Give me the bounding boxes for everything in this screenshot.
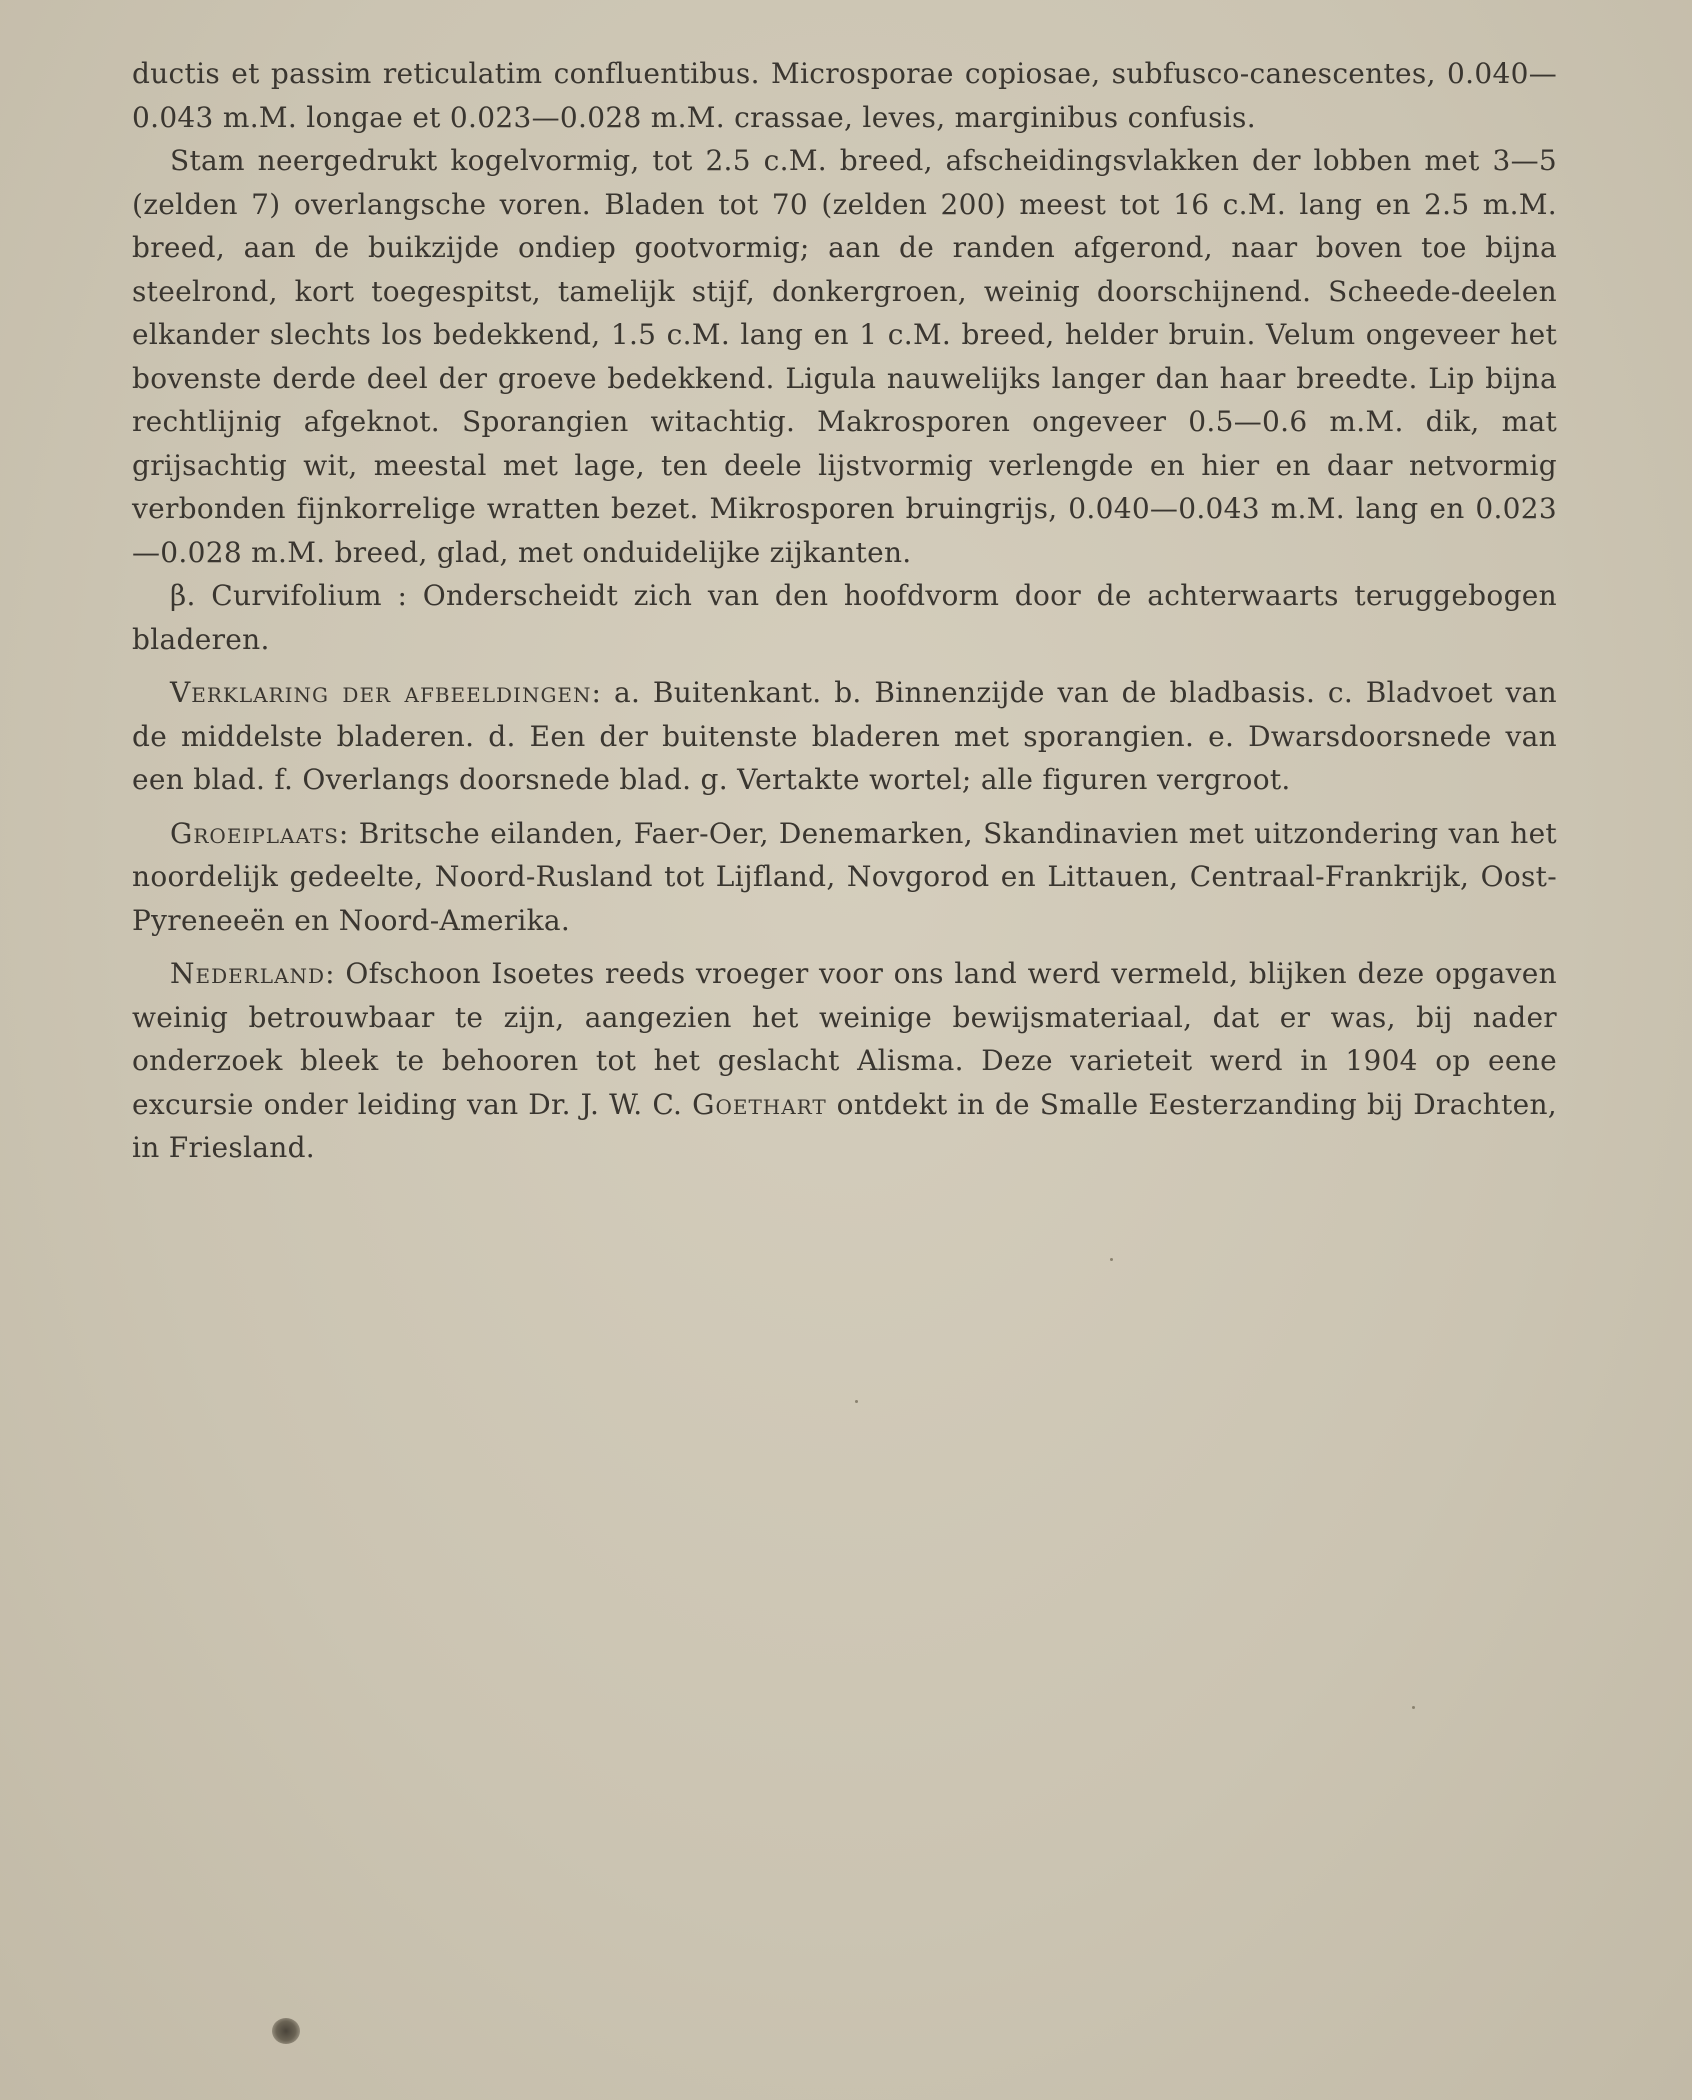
paragraph-curvifolium: β. Curvifolium : Onderscheidt zich van den hoofdvorm door de achterwaarts teruggebogen bladeren. <box>132 579 1557 656</box>
netherlands-text-b: ontdekt in de Smalle Eesterzanding bij Drachten, in Friesland. <box>132 1087 1557 1164</box>
ink-blot <box>272 2018 300 2044</box>
figure-explanation-label: Verklaring der afbeeldingen <box>170 676 592 709</box>
figure-explanation-text: : a. Buitenkant. b. Binnenzijde van de bladbasis. c. Bladvoet van de middelste bladeren. d. Een der buitenste bladeren met sporangien. e. Dwarsdoorsnede van een blad. f. Overlangs doorsnede blad. g. Vertakte wortel; alle figuren vergroot. <box>132 676 1557 796</box>
paragraph-figure-explanation <box>132 671 1557 802</box>
person-name: Goethart <box>692 1087 827 1121</box>
paragraph-netherlands <box>132 952 1557 1170</box>
paper-speck <box>1412 1706 1415 1709</box>
paper-speck <box>855 1400 858 1403</box>
distribution-text: : Britsche eilanden, Faer-Oer, Denemarken, Skandinavien met uitzondering van het noordelijk gedeelte, Noord-Rusland tot Lijfland, Novgorod en Littauen, Centraal-Frankrijk, Oost-Pyreneeën en Noord-Amerika. <box>132 816 1557 937</box>
paragraph-latin-continuation: ductis et passim reticulatim confluentibus. Microsporae copiosae, subfusco-canescentes, 0.040—0.043 m.M. longae et 0.023—0.028 m.M. crassae, leves, marginibus confusis. <box>132 57 1557 134</box>
paragraph-description: Stam neergedrukt kogelvormig, tot 2.5 c.M. breed, afscheidingsvlakken der lobben met 3—5 (zelden 7) overlangsche voren. Bladen tot 70 (zelden 200) meest tot 16 c.M. lang en 2.5 m.M. breed, aan de buikzijde ondiep gootvormig; aan de randen afgerond, naar boven toe bijna steelrond, kort toegespitst, tamelijk stijf, donkergroen, weinig doorschijnend. Scheede-deelen elkander slechts los bedekkend, 1.5 c.M. lang en 1 c.M. breed, helder bruin. Velum ongeveer het bovenste derde deel der groeve bedekkend. Ligula nauwelijks langer dan haar breedte. Lip bijna rechtlijnig afgeknot. Sporangien witachtig. Makrosporen ongeveer 0.5—0.6 m.M. dik, mat grijsachtig wit, meestal met lage, ten deele lijstvormig verlengde en hier en daar netvormig verbonden fijnkorrelige wratten bezet. Mikrosporen bruingrijs, 0.040—0.043 m.M. lang en 0.023—0.028 m.M. breed, glad, met onduidelijke zijkanten. <box>132 144 1557 569</box>
paper-speck <box>1110 1258 1113 1261</box>
distribution-label: Groeiplaats <box>170 816 339 850</box>
paragraph-distribution <box>132 812 1557 943</box>
netherlands-text-a: : Ofschoon Isoetes reeds vroeger voor ons land werd vermeld, blijken deze opgaven weinig betrouwbaar te zijn, aangezien het weinige bewijsmateriaal, dat er was, bij nader onderzoek bleek te behooren tot het geslacht Alisma. Deze varieteit werd in 1904 op eene excursie onder leiding van Dr. J. W. C. <box>132 957 1557 1121</box>
text-block <box>132 52 1557 1170</box>
netherlands-label: Nederland <box>170 957 326 990</box>
